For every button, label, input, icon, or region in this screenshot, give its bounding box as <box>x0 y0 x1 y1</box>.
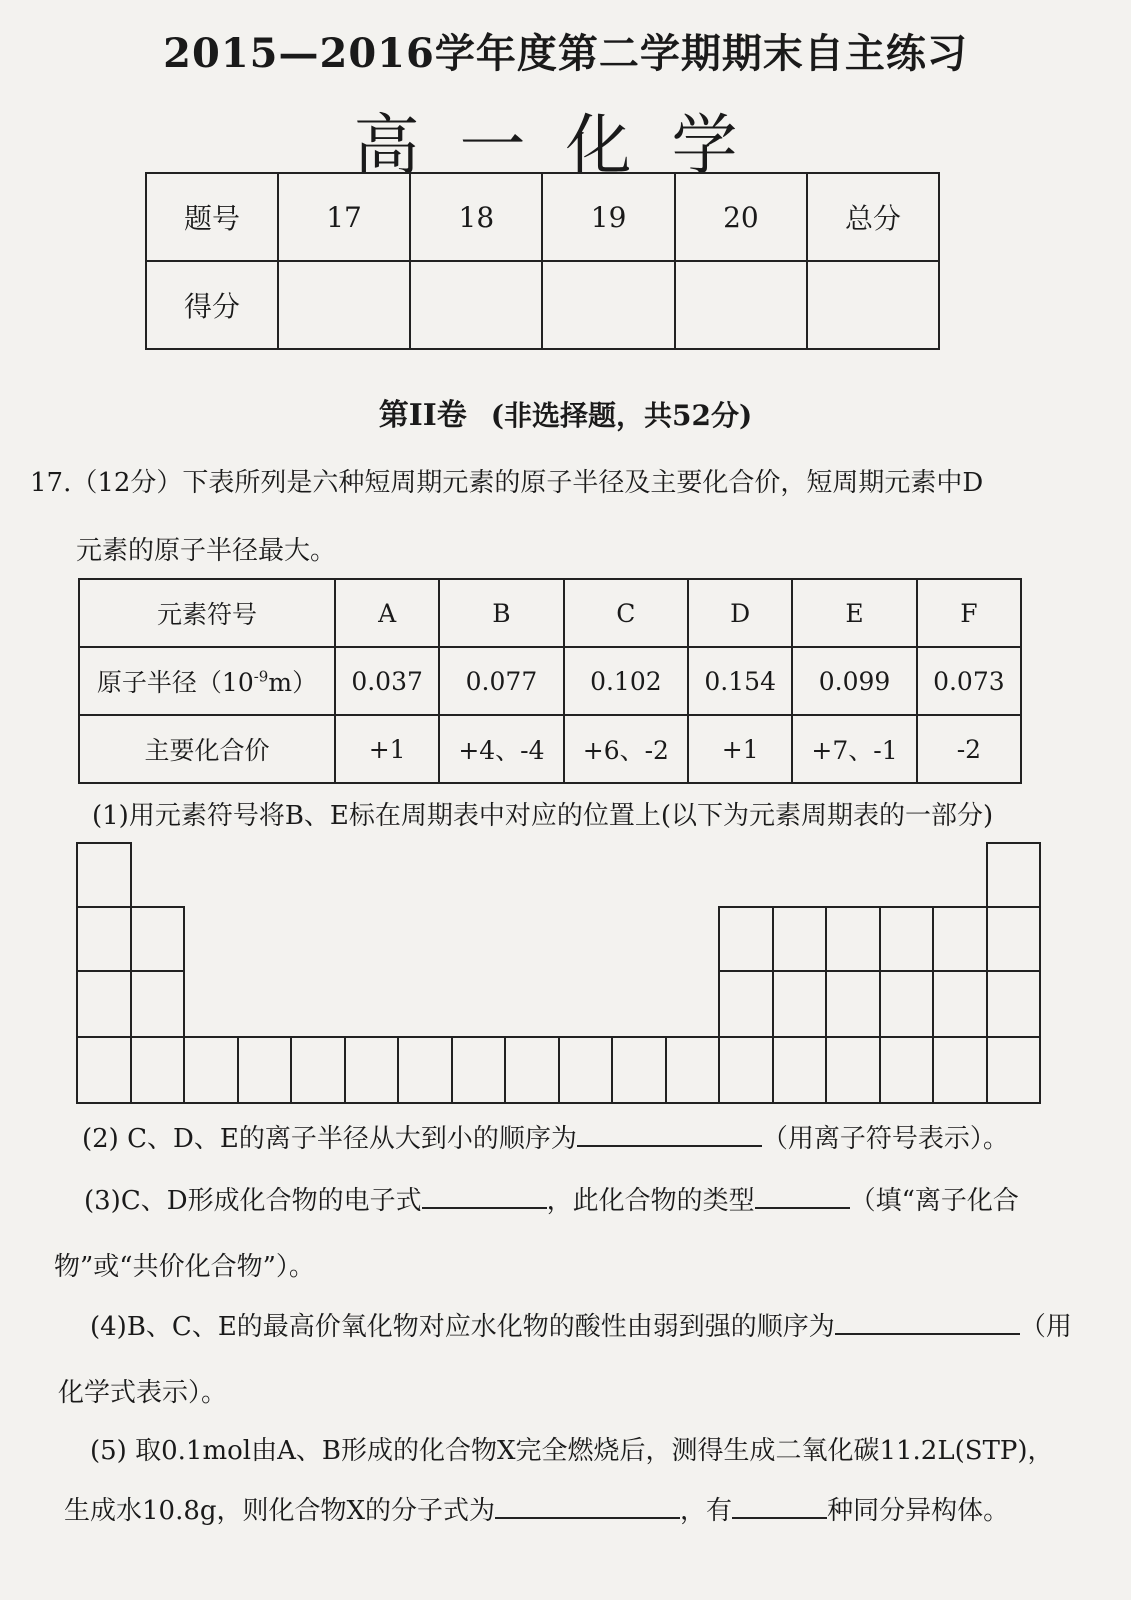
periodic-table-cell[interactable] <box>879 1036 935 1104</box>
q17-sub3-line2: 物”或“共价化合物”）。 <box>54 1252 315 1282</box>
element-symbol: D <box>688 579 792 647</box>
periodic-table-cell[interactable] <box>772 906 828 972</box>
section-title: 第II卷 <box>378 398 467 433</box>
periodic-table-cell[interactable] <box>558 1036 614 1104</box>
table-row <box>79 579 1021 647</box>
periodic-table-cell[interactable] <box>504 1036 560 1104</box>
periodic-table-cell[interactable] <box>451 1036 507 1104</box>
periodic-table-cell[interactable] <box>130 1036 186 1104</box>
row-label: 元素符号 <box>79 579 335 647</box>
periodic-table-cell[interactable] <box>932 906 988 972</box>
score-header-cell: 18 <box>410 173 542 261</box>
periodic-table-cell[interactable] <box>772 1036 828 1104</box>
score-entry-cell[interactable] <box>807 261 939 349</box>
table-row <box>79 647 1021 715</box>
valence: -2 <box>917 715 1021 783</box>
answer-blank-acidity-order[interactable] <box>835 1307 1020 1335</box>
score-entry-cell[interactable] <box>410 261 542 349</box>
periodic-table-cell[interactable] <box>718 906 774 972</box>
element-symbol: E <box>792 579 916 647</box>
valence: +1 <box>335 715 439 783</box>
radius-label-pre: 原子半径（10 <box>96 668 254 697</box>
periodic-table-cell[interactable] <box>986 1036 1042 1104</box>
q17-sub1: (1)用元素符号将B、E标在周期表中对应的位置上(以下为元素周期表的一部分) <box>92 801 994 831</box>
periodic-table-cell[interactable] <box>290 1036 346 1104</box>
periodic-table-cell[interactable] <box>825 970 881 1038</box>
sub2-text: (2) C、D、E的离子半径从大到小的顺序为 <box>82 1124 577 1154</box>
answer-blank-molecular-formula[interactable] <box>495 1491 680 1519</box>
periodic-table-cell[interactable] <box>932 1036 988 1104</box>
periodic-table-cell[interactable] <box>825 906 881 972</box>
score-header-cell: 20 <box>675 173 807 261</box>
sub4-text: (4)B、C、E的最高价氧化物对应水化物的酸性由弱到强的顺序为 <box>90 1312 835 1342</box>
atomic-radius: 0.102 <box>564 647 688 715</box>
sub3-text-mid: ，此化合物的类型 <box>546 1186 755 1216</box>
atomic-radius: 0.037 <box>335 647 439 715</box>
element-symbol: F <box>917 579 1021 647</box>
atomic-radius: 0.077 <box>439 647 563 715</box>
periodic-table-cell[interactable] <box>772 970 828 1038</box>
sub3-text-post: （填“离子化合 <box>849 1186 1019 1216</box>
atomic-radius: 0.099 <box>792 647 916 715</box>
score-header-cell: 题号 <box>146 173 278 261</box>
periodic-table-cell[interactable] <box>76 906 132 972</box>
periodic-table-cell[interactable] <box>879 906 935 972</box>
radius-label-exponent: -9 <box>253 667 269 686</box>
periodic-table-cell[interactable] <box>879 970 935 1038</box>
periodic-table-cell[interactable] <box>665 1036 721 1104</box>
valence: +7、-1 <box>792 715 916 783</box>
q17-intro-line2: 元素的原子半径最大。 <box>76 536 337 566</box>
score-table-score-row <box>146 261 939 349</box>
section-heading <box>0 390 1131 434</box>
sub4-text-post: （用 <box>1019 1312 1072 1342</box>
periodic-table-cell[interactable] <box>397 1036 453 1104</box>
valence: +1 <box>688 715 792 783</box>
answer-blank-isomer-count[interactable] <box>732 1491 827 1519</box>
sub5-text-mid: ，有 <box>680 1496 733 1526</box>
periodic-table-cell[interactable] <box>237 1036 293 1104</box>
score-entry-cell[interactable] <box>675 261 807 349</box>
answer-blank-compound-type[interactable] <box>755 1181 850 1209</box>
element-data-table <box>78 578 1022 784</box>
atomic-radius: 0.154 <box>688 647 792 715</box>
row-label: 主要化合价 <box>79 715 335 783</box>
section-subtitle: (非选择题，共52分) <box>490 399 753 432</box>
score-header-cell: 17 <box>278 173 410 261</box>
element-symbol: B <box>439 579 563 647</box>
table-row <box>79 715 1021 783</box>
exam-title: 2015—2016学年度第二学期期末自主练习 <box>163 30 968 77</box>
row-label <box>79 647 335 715</box>
periodic-table-cell[interactable] <box>718 970 774 1038</box>
score-header-cell: 总分 <box>807 173 939 261</box>
score-table <box>145 172 940 350</box>
periodic-table-cell[interactable] <box>183 1036 239 1104</box>
periodic-table-cell[interactable] <box>344 1036 400 1104</box>
q17-sub4 <box>90 1306 1072 1343</box>
q17-sub4-line2: 化学式表示）。 <box>58 1378 228 1408</box>
valence: +6、-2 <box>564 715 688 783</box>
periodic-table-cell[interactable] <box>130 970 186 1038</box>
q17-sub5-line1: (5) 取0.1mol由A、B形成的化合物X完全燃烧后，测得生成二氧化碳11.2L(STP)， <box>90 1436 1054 1466</box>
sub3-text: (3)C、D形成化合物的电子式 <box>84 1186 422 1216</box>
periodic-table-cell[interactable] <box>76 842 132 908</box>
q17-sub2 <box>82 1118 1009 1155</box>
answer-blank-electron-formula[interactable] <box>422 1181 547 1209</box>
periodic-table-cell[interactable] <box>76 1036 132 1104</box>
periodic-table-cell[interactable] <box>611 1036 667 1104</box>
sub5-text-post: 种同分异构体。 <box>827 1496 1010 1526</box>
q17-sub3 <box>84 1180 1019 1217</box>
sub5-text: 生成水10.8g，则化合物X的分子式为 <box>64 1496 496 1526</box>
element-symbol: A <box>335 579 439 647</box>
periodic-table-cell[interactable] <box>76 970 132 1038</box>
periodic-table-cell[interactable] <box>932 970 988 1038</box>
valence: +4、-4 <box>439 715 563 783</box>
answer-blank-ion-order[interactable] <box>577 1119 762 1147</box>
periodic-table-cell[interactable] <box>986 842 1042 908</box>
score-header-cell: 19 <box>542 173 674 261</box>
atomic-radius: 0.073 <box>917 647 1021 715</box>
sub2-text-post: （用离子符号表示）。 <box>761 1124 1009 1154</box>
score-entry-cell[interactable] <box>278 261 410 349</box>
periodic-table-cell[interactable] <box>718 1036 774 1104</box>
periodic-table-cell[interactable] <box>130 906 186 972</box>
radius-label-post: m） <box>268 668 318 697</box>
periodic-table-cell[interactable] <box>986 906 1042 972</box>
periodic-table-cell[interactable] <box>825 1036 881 1104</box>
subject-title: 高一化学 <box>353 107 778 184</box>
q17-intro-line1: 17.（12分）下表所列是六种短周期元素的原子半径及主要化合价，短周期元素中D <box>30 468 984 498</box>
element-symbol: C <box>564 579 688 647</box>
score-entry-cell[interactable] <box>542 261 674 349</box>
q17-sub5 <box>64 1490 1009 1527</box>
periodic-table-cell[interactable] <box>986 970 1042 1038</box>
score-table-header-row <box>146 173 939 261</box>
score-row-label: 得分 <box>146 261 278 349</box>
